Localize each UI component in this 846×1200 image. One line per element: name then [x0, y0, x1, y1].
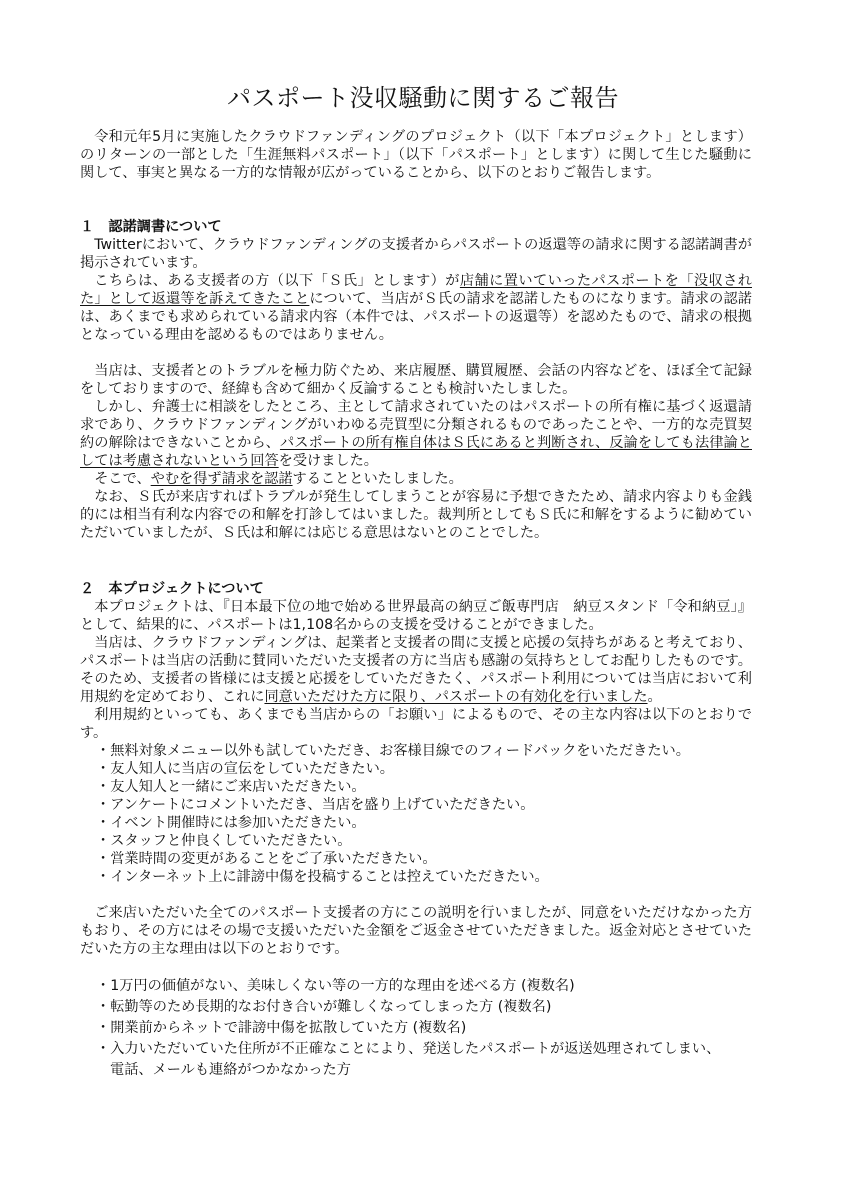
text: こちらは、ある支援者の方（以下「Ｓ氏」とします）が — [94, 273, 460, 289]
section-1-paragraph-2 — [80, 272, 752, 344]
section-2-paragraph-2 — [80, 634, 752, 706]
section-1-paragraph-5 — [80, 470, 752, 488]
text: そこで、 — [94, 471, 151, 487]
list-item: ・開業前からネットで誹謗中傷を拡散していた方 (複数名) — [96, 1020, 467, 1036]
text: することといたしました。 — [292, 471, 463, 487]
terms-list — [80, 742, 752, 886]
section-2 — [80, 580, 752, 1081]
list-item: ・インターネット上に誹謗中傷を投稿することは控えていただきたい。 — [96, 869, 549, 885]
underlined-text: 同意いただけた方に限り、パスポートの有効化を行いました — [264, 689, 648, 705]
text: ・入力いただいていた住所が不正確なことにより、発送したパスポートが返送処理されてしまい、 — [96, 1041, 721, 1057]
underlined-text: 店舗に置いていったパスポートを「没収された」として返還等を訴えてきたこと — [80, 273, 752, 307]
text: しかし、弁護士に相談をしたところ、主として請求されていたのはパスポートの所有権に基づく返還請求であり、クラウドファンディングがいわゆる売買型に分類されるものであったことや、一方的な売買契約の解除はできないことから、 — [80, 399, 752, 451]
section-1-paragraph-1: Twitterにおいて、クラウドファンディングの支援者からパスポートの返還等の請求に関する認諾調書が掲示されています。 — [80, 237, 752, 271]
list-item — [96, 1039, 752, 1081]
section-2-heading: ２ 本プロジェクトについて — [80, 581, 264, 597]
text: について、当店がＳ氏の請求を認諾したものになります。請求の認諾は、あくまでも求められている請求内容（本件では、パスポートの返還等）を認めたもので、請求の根拠となっている理由を認めるものではありません。 — [80, 291, 752, 343]
section-2-paragraph-4: ご来店いただいた全てのパスポート支援者の方にこの説明を行いましたが、同意をいただけなかった方もおり、その方にはその場で支援いただいた金額をご返金させていただきました。返金対応とさせていただいた方の主な理由は以下のとおりです。 — [80, 905, 752, 957]
list-item: ・友人知人と一緒にご来店いただきたい。 — [96, 779, 366, 795]
section-1-paragraph-6: なお、Ｓ氏が来店すればトラブルが発生してしまうことが容易に予想できたため、請求内容よりも金銭的には相当有利な内容での和解を打診してはいました。裁判所としてもＳ氏に和解をするように勧めていただいていましたが、Ｓ氏は和解には応じる意思はないとのことでした。 — [80, 489, 752, 541]
list-item: ・転勤等のため長期的なお付き合いが難しくなってしまった方 (複数名) — [96, 999, 552, 1015]
text: を受けました。 — [278, 453, 378, 469]
list-item: ・友人知人に当店の宣伝をしていただきたい。 — [96, 761, 394, 777]
document-body — [80, 128, 752, 1081]
underlined-text: やむを得ず請求を認諾 — [150, 471, 293, 487]
list-item: ・1万円の価値がない、美味しくない等の一方的な理由を述べる方 (複数名) — [96, 978, 575, 994]
section-2-paragraph-1: 本プロジェクトは、『日本最下位の地で始める世界最高の納豆ご飯専門店 納豆スタンド「令和納豆」』として、結果的に、パスポートは1,108名からの支援を受けることができました。 — [80, 599, 752, 633]
section-1-heading: １ 認諾調書について — [80, 219, 222, 235]
section-2-paragraph-3: 利用規約といっても、あくまでも当店からの「お願い」によるもので、その主な内容は以下のとおりです。 — [80, 707, 752, 741]
section-1-paragraph-4 — [80, 398, 752, 470]
underlined-text: パスポートの所有権自体はＳ氏にあると判断され、反論をしても法律論としては考慮されないという回答 — [80, 435, 752, 469]
intro-paragraph: 令和元年5月に実施したクラウドファンディングのプロジェクト（以下「本プロジェクト」とします）のリターンの一部とした「生涯無料パスポート」（以下「パスポート」とします）に関して生じた騒動に関して、事実と異なる一方的な情報が広がっていることから、以下のとおりご報告します。 — [80, 129, 752, 181]
section-1-paragraph-3: 当店は、支援者とのトラブルを極力防ぐため、来店履歴、購買履歴、会話の内容などを、ほぼ全て記録をしておりますので、経緯も含めて細かく反論することも検討いたしました。 — [80, 363, 752, 397]
text: 電話、メールも連絡がつかなかった方 — [110, 1062, 351, 1078]
list-item: ・スタッフと仲良くしていただきたい。 — [96, 833, 352, 849]
text: 。 — [647, 689, 662, 705]
section-1 — [80, 218, 752, 542]
text: 当店は、クラウドファンディングは、起業者と支援者の間に支援と応援の気持ちがあると考えており、パスポートは当店の活動に賛同いただいた支援者の方に当店も感謝の気持ちとしてお配りしたものです。そのため、支援者の皆様には支援と応援をしていただきたく、パスポート利用については当店において利用規約を定めており、これに — [80, 635, 752, 705]
list-item: ・アンケートにコメントいただき、当店を盛り上げていただきたい。 — [96, 797, 535, 813]
list-item: ・営業時間の変更があることをご了承いただきたい。 — [96, 851, 437, 867]
page-title: パスポート没収騒動に関するご報告 — [227, 84, 619, 112]
refund-reasons-list — [80, 976, 752, 1081]
list-item: ・無料対象メニュー以外も試していただき、お客様目線でのフィードバックをいただきたい。 — [96, 743, 690, 759]
list-item: ・イベント開催時には参加いただきたい。 — [96, 815, 366, 831]
